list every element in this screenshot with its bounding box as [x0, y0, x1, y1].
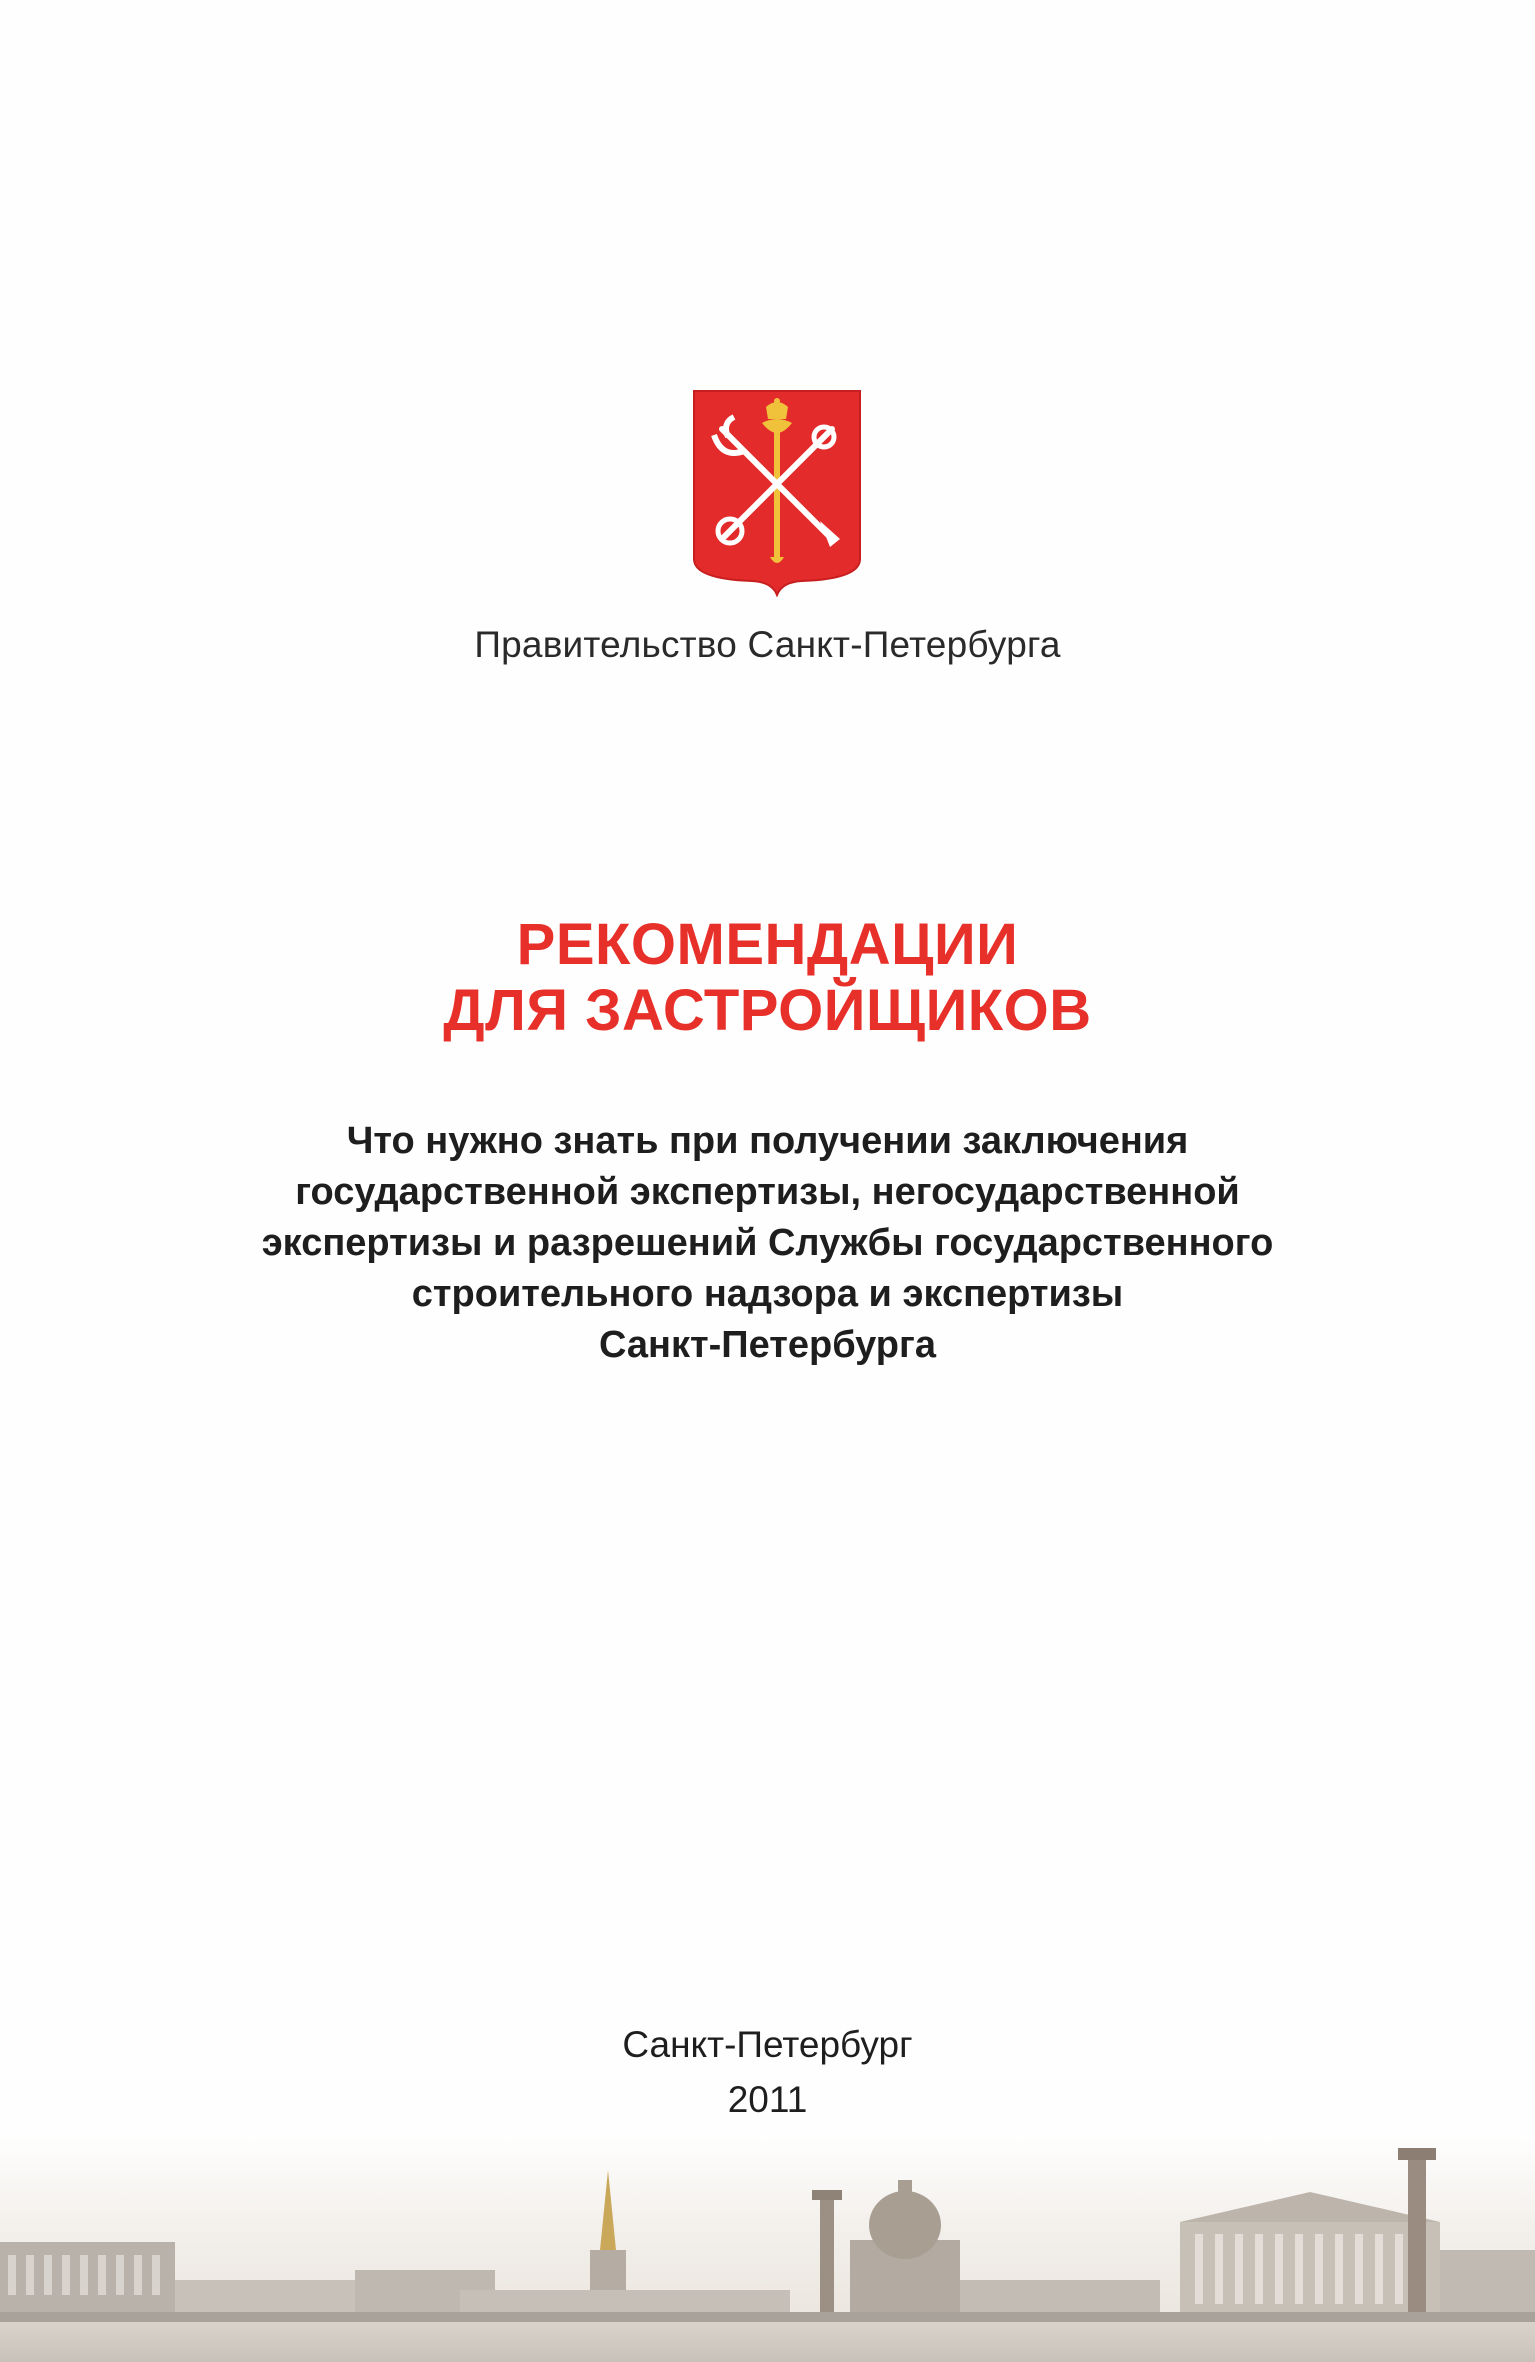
publication-year: 2011 [727, 2079, 808, 2120]
publication-city: Санкт-Петербург [622, 2024, 913, 2065]
city-skyline-panorama [0, 2130, 1535, 2362]
subtitle-line: экспертизы и разрешений Службы государственного [261, 1222, 1274, 1264]
subtitle-line: строительного надзора и экспертизы [411, 1273, 1124, 1315]
publisher-name: Правительство Санкт-Петербурга [474, 624, 1061, 665]
subtitle-line: Что нужно знать при получении заключения [346, 1120, 1189, 1162]
document-title [0, 912, 1535, 1044]
coat-of-arms-icon [692, 389, 862, 597]
title-line: РЕКОМЕНДАЦИИ [516, 912, 1019, 977]
title-line: ДЛЯ ЗАСТРОЙЩИКОВ [443, 978, 1092, 1043]
subtitle-line: Санкт-Петербурга [599, 1324, 936, 1366]
subtitle-line: государственной экспертизы, негосударственной [295, 1171, 1240, 1213]
document-subtitle [0, 1116, 1535, 1371]
